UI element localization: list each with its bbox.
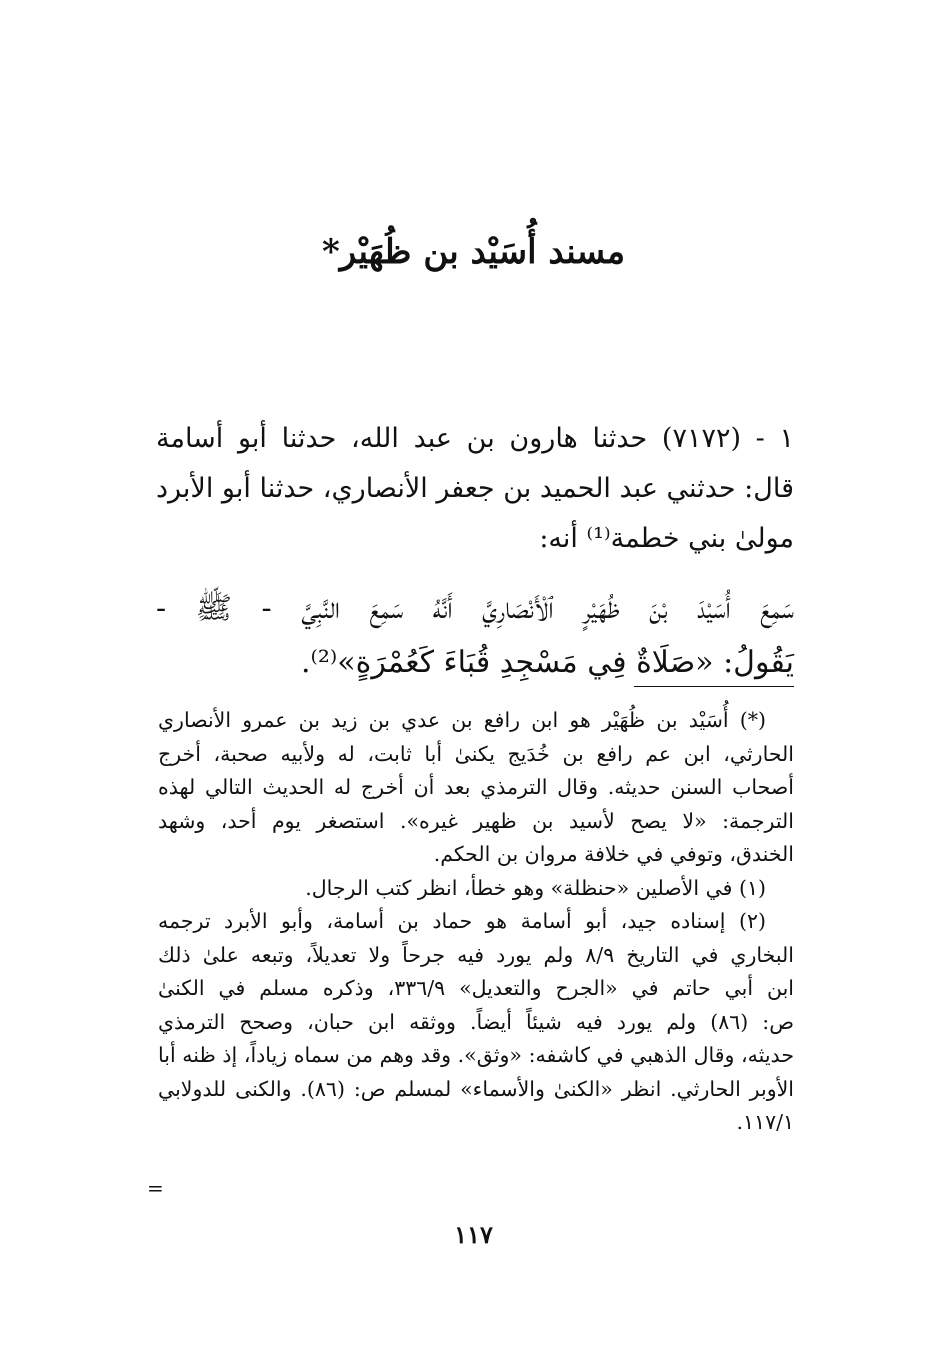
footnote-line: ص: (٨٦) ولم يورد فيه شيئاً أيضاً. ووثقه ابن حبان، وصحح الترمذي [158, 1009, 794, 1034]
footnote-line: أصحاب السنن حديثه. وقال الترمذي بعد أن أخرج له الحديث التالي لهذه [158, 775, 794, 799]
footnote-line: الخندق، وتوفي في خلافة مروان بن الحكم. [433, 842, 794, 866]
matn-line: سَمِعَ أُسَيْدَ بْنَ ظُهَيْرٍ ٱلْأَنْصَارِيَّ أَنَّهُ سَمِعَ النَّبِيَّ - ﷺ - [156, 591, 794, 626]
footnote-line: ابن أبي حاتم في «الجرح والتعديل» ٣٣٦/٩، وذكره مسلم في الكنىٰ [158, 976, 794, 1000]
footnote-line: البخاري في التاريخ ٨/٩ ولم يورد فيه جرحاً ولا تعديلاً، وتبعه علىٰ ذلك [158, 942, 794, 967]
footnote-line: (١) في الأصلين «حنظلة» وهو خطأ، انظر كتب الرجال. [305, 875, 766, 900]
footnotes [158, 704, 794, 1140]
isnad-chain [156, 414, 794, 564]
isnad-line: ١ - (٧١٧٢) حدثنا هارون بن عبد الله، حدثنا أبو أسامة [156, 423, 794, 454]
page-title: مسند أُسَيْد بن ظُهَيْر* [321, 232, 626, 272]
isnad-line: مولىٰ بني خطمة⁽¹⁾ أنه: [539, 523, 794, 554]
hadith-text [156, 582, 794, 690]
footnote-line: الحارثي، ابن عم رافع بن خُدَيج يكنىٰ أبا ثابت، له ولأبيه صحبة، أخرج [158, 741, 794, 766]
continuation-mark: = [147, 1176, 164, 1200]
footnote-line: الترجمة: «لا يصح لأسيد بن ظهير غيره». استصغر يوم أحد، وشهد [158, 808, 794, 833]
matn-line: يَقُولُ: «صَلَاةٌ فِي مَسْجِدِ قُبَاءَ كَعُمْرَةٍ»⁽²⁾. [300, 645, 794, 680]
footnote-line: ١١٧/١. [736, 1110, 794, 1134]
footnote-line: الأوبر الحارثي. انظر «الكنىٰ والأسماء» لمسلم ص: (٨٦). والكنى للدولابي [158, 1076, 794, 1101]
page-number: ١١٧ [454, 1220, 493, 1249]
isnad-line: قال: حدثني عبد الحميد بن جعفر الأنصاري، حدثنا أبو الأبرد [156, 473, 794, 504]
footnote-line: (*) أُسَيْد بن ظُهَيْر هو ابن رافع بن عدي بن زيد بن عمرو الأنصاري [158, 708, 766, 732]
footnote-line: (٢) إسناده جيد، أبو أسامة هو حماد بن أسامة، وأبو الأبرد ترجمه [158, 909, 766, 933]
footnote-separator [634, 686, 794, 687]
footnote-line: حديثه، وقال الذهبي في كاشفه: «وثق». وقد وهم من سماه زياداً، إذ ظنه أبا [158, 1043, 794, 1067]
